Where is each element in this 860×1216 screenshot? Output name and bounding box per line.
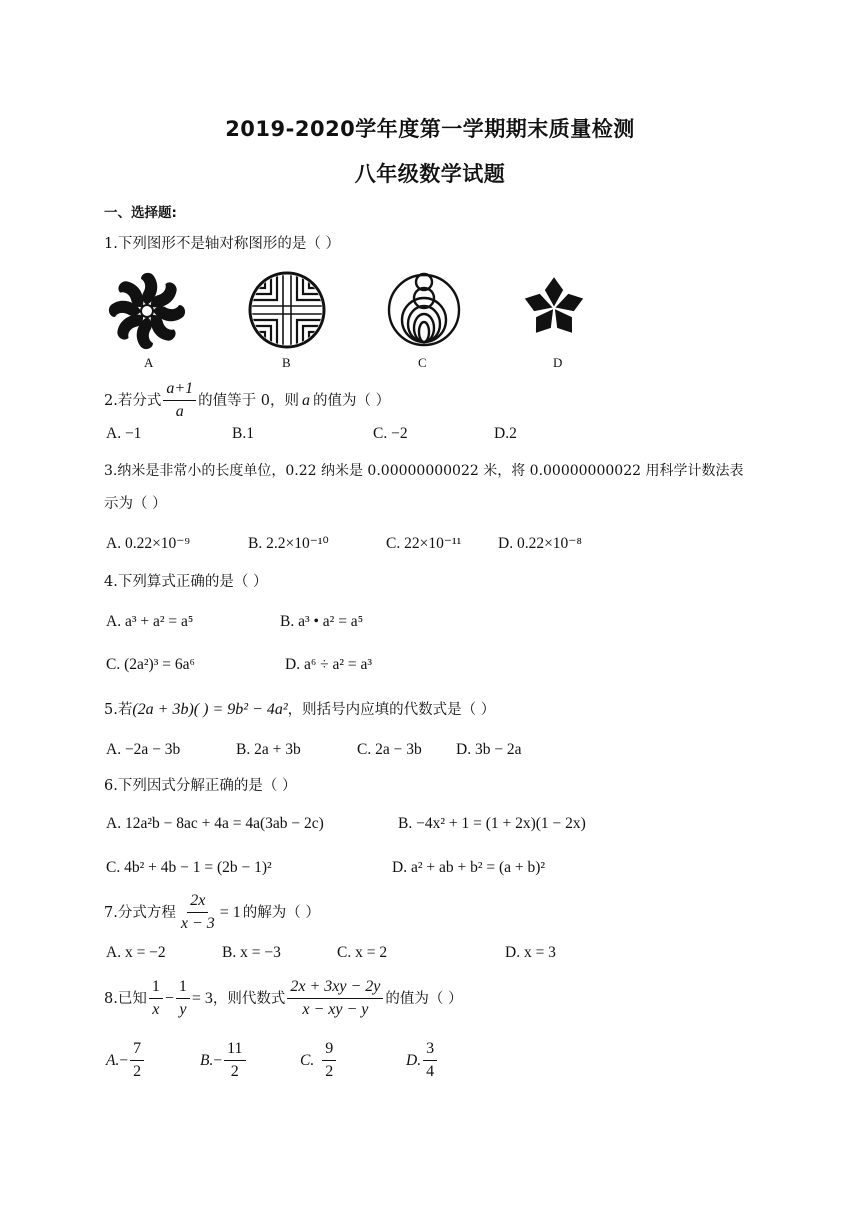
q8-mid: ，则代数式 <box>212 990 286 1007</box>
q8-option-b-fraction <box>224 1040 245 1081</box>
q2-fraction-numerator: a+1 <box>163 380 196 401</box>
q3-stem-line2: 示为（ ） <box>104 496 167 512</box>
q8-fraction-1-numerator: 1 <box>149 978 163 999</box>
figure-b-label: B <box>282 355 291 370</box>
q8-fraction-2-denominator: y <box>179 1001 187 1018</box>
q8-option-c <box>300 1040 338 1081</box>
q3-option-a: A. 0.22×10⁻⁹ <box>106 535 190 552</box>
q2-prefix: 2.若分式 <box>104 392 162 409</box>
q8-option-b-denominator: 2 <box>230 1063 239 1080</box>
q8-fraction-1-denominator: x <box>152 1001 160 1018</box>
q8-option-d-numerator: 3 <box>423 1040 437 1061</box>
q2-variable: a <box>301 391 310 409</box>
q4-option-b: B. a³ • a² = a⁵ <box>280 613 364 630</box>
q6-option-b: B. −4x² + 1 = (1 + 2x)(1 − 2x) <box>398 815 586 832</box>
q7-fraction <box>178 892 218 933</box>
q3-stem-line1: 3.纳米是非常小的长度单位，0.22 纳米是 0.00000000022 米，将 0.00000000022 用科学计数法表 <box>104 463 744 479</box>
q5-option-c: C. 2a − 3b <box>357 741 422 758</box>
q6-option-d: D. a² + ab + b² = (a + b)² <box>392 859 546 876</box>
q8-option-a-fraction <box>130 1040 144 1081</box>
q4-option-c: C. (2a²)³ = 6a⁶ <box>106 656 195 673</box>
q8-fraction-3-numerator: 2x + 3xy − 2y <box>287 978 383 999</box>
q7-prefix: 7.分式方程 <box>104 904 176 921</box>
q8-stem <box>104 978 463 1019</box>
q6-option-a: A. 12a²b − 8ac + 4a = 4a(3ab − 2c) <box>106 815 324 832</box>
q8-option-a-sign: − <box>119 1051 129 1069</box>
q8-option-d <box>406 1040 439 1081</box>
q8-option-c-denominator: 2 <box>325 1063 334 1080</box>
q8-option-c-label: C. <box>300 1051 315 1069</box>
q5-suffix: ，则括号内应填的代数式是（ ） <box>287 702 496 718</box>
q8-option-b-label: B. <box>200 1051 214 1069</box>
q4-option-d: D. a⁶ ÷ a² = a³ <box>285 656 373 673</box>
q6-option-c: C. 4b² + 4b − 1 = (2b − 1)² <box>106 859 272 876</box>
figure-b-cross-circle <box>247 270 327 350</box>
q2-option-b: B.1 <box>232 425 254 442</box>
q2-fraction-denominator: a <box>175 403 184 420</box>
q8-fraction-3-denominator: x − xy − y <box>302 1001 369 1018</box>
q5-option-d: D. 3b − 2a <box>456 741 522 758</box>
q8-fraction-2-numerator: 1 <box>176 978 190 999</box>
q2-text-a: 的值等于 0，则 <box>198 392 299 409</box>
q8-fraction-1 <box>149 978 163 1019</box>
q8-option-d-fraction <box>423 1040 437 1081</box>
q8-option-d-label: D. <box>406 1051 422 1069</box>
q4-stem: 4.下列算式正确的是（ ） <box>104 574 268 590</box>
q2-text-b: 的值为（ ） <box>312 392 391 409</box>
q8-minus: − <box>164 989 174 1007</box>
q8-fraction-2 <box>176 978 190 1019</box>
figure-c-nested-circles <box>386 268 462 352</box>
q7-option-c: C. x = 2 <box>337 944 388 961</box>
figure-d-star <box>516 268 592 342</box>
q8-option-c-fraction <box>322 1040 336 1081</box>
q1-stem: 1.下列图形不是轴对称图形的是（ ） <box>104 236 340 252</box>
q8-option-d-denominator: 4 <box>426 1063 435 1080</box>
q2-stem <box>104 380 390 421</box>
exam-subtitle: 八年级数学试题 <box>354 162 506 186</box>
q3-option-b: B. 2.2×10⁻¹⁰ <box>248 535 329 552</box>
q8-option-a-label: A. <box>106 1051 120 1069</box>
q2-fraction <box>163 380 196 421</box>
figure-a-label: A <box>144 355 154 370</box>
q8-option-a-denominator: 2 <box>133 1063 142 1080</box>
q3-option-c: C. 22×10⁻¹¹ <box>386 535 462 552</box>
q8-option-c-numerator: 9 <box>322 1040 336 1061</box>
q2-option-c: C. −2 <box>373 425 408 442</box>
exam-title: 2019-2020学年度第一学期期末质量检测 <box>225 117 635 141</box>
q5-prefix: 5.若 <box>104 702 133 718</box>
q7-option-a: A. x = −2 <box>106 944 166 961</box>
q5-option-b: B. 2a + 3b <box>236 741 301 758</box>
q7-fraction-denominator: x − 3 <box>180 915 215 932</box>
q7-stem <box>104 892 320 933</box>
q8-option-b-numerator: 11 <box>224 1040 245 1061</box>
q6-stem: 6.下列因式分解正确的是（ ） <box>104 778 297 794</box>
q4-option-a: A. a³ + a² = a⁵ <box>106 613 194 630</box>
q8-suffix: 的值为（ ） <box>385 990 463 1007</box>
q8-prefix: 8.已知 <box>104 990 147 1007</box>
section-heading: 一、选择题: <box>104 205 177 221</box>
figure-c-label: C <box>418 355 427 370</box>
figure-d-label: D <box>553 355 563 370</box>
figure-a-pinwheel <box>104 268 190 354</box>
q7-option-d: D. x = 3 <box>505 944 556 961</box>
q7-equals: = 1 <box>219 903 241 921</box>
q2-option-d: D.2 <box>494 425 517 442</box>
q8-option-a-numerator: 7 <box>130 1040 144 1061</box>
q5-stem <box>104 700 495 720</box>
q8-option-b-sign: − <box>213 1051 223 1069</box>
q8-equals: = 3 <box>191 989 213 1007</box>
q8-option-a <box>106 1040 146 1081</box>
q8-option-b <box>200 1040 248 1081</box>
q2-option-a: A. −1 <box>106 425 142 442</box>
q8-fraction-3 <box>287 978 383 1019</box>
q3-option-d: D. 0.22×10⁻⁸ <box>498 535 582 552</box>
q5-expression: (2a + 3b)( ) = 9b² − 4a² <box>132 701 288 718</box>
q7-suffix: 的解为（ ） <box>242 904 320 921</box>
q7-fraction-numerator: 2x <box>187 892 208 913</box>
q5-option-a: A. −2a − 3b <box>106 741 181 758</box>
q7-option-b: B. x = −3 <box>222 944 281 961</box>
